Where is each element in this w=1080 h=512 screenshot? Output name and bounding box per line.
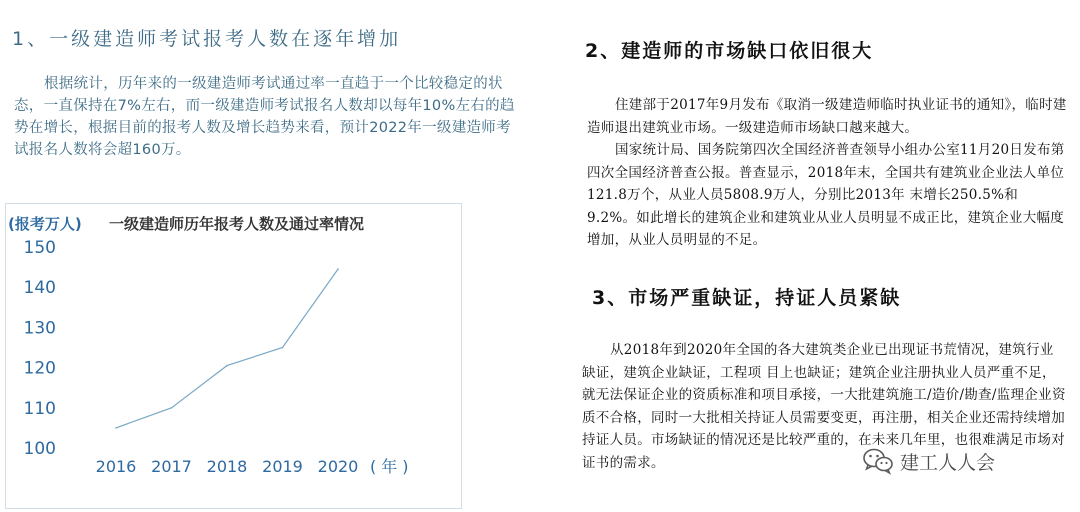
y-axis-ticks (24, 238, 56, 459)
x-tick-label: 2020 (317, 457, 359, 476)
wechat-icon (862, 447, 894, 475)
series-point (226, 365, 228, 367)
chart-title: 一级建造师历年报考人数及通过率情况 (109, 215, 365, 233)
series-point (282, 347, 284, 349)
watermark (862, 447, 995, 475)
series-group (115, 268, 339, 428)
chart-svg (6, 204, 461, 508)
x-axis-ticks (96, 457, 359, 476)
series-point (115, 427, 117, 429)
line-chart (5, 203, 462, 509)
right-panel (560, 0, 1080, 512)
y-tick-label: 130 (23, 318, 56, 339)
section2-title: 2、建造师的市场缺口依旧很大 (585, 40, 874, 62)
section1-title: 1、一级建造师考试报考人数在逐年增加 (12, 28, 402, 50)
y-tick-label: 110 (23, 398, 56, 419)
series-line (116, 269, 338, 428)
y-tick-label: 140 (23, 278, 56, 299)
series-point (171, 407, 173, 409)
x-tick-label: 2016 (95, 457, 137, 476)
y-tick-label: 120 (23, 358, 56, 379)
x-tick-label: 2017 (151, 457, 192, 476)
x-tick-label: 2018 (206, 457, 248, 476)
y-tick-label: 150 (23, 238, 56, 258)
series-point (337, 268, 339, 270)
section2-paragraph1: 住建部于2017年9月发布《取消一级建造师临时执业证书的通知》，临时建造师退出建筑业市场。一级建造师市场缺口越来越大。 (587, 97, 1067, 136)
x-tick-label: 2019 (262, 457, 303, 476)
section3-title: 3、市场严重缺证，持证人员紧缺 (592, 287, 902, 309)
y-tick-label: 100 (23, 439, 56, 459)
section2-paragraph2: 国家统计局、国务院第四次全国经济普查领导小组办公室11月20日发布第四次全国经济普查公报。普查显示，2018年末，全国共有建筑业企业法人单位121.8万个，从业人员5808.9万人，分别比2013年 末增长250.5%和9.2%。如此增长的建筑企业和建筑业从业人员明显不成正比，建筑企业大幅度增加，从业人员明显的不足。 (587, 142, 1065, 248)
watermark-text: 建工人人会 (900, 451, 996, 474)
chart-xlabel: (年) (370, 457, 414, 476)
chart-ylabel: (报考万人) (8, 215, 82, 233)
section3-paragraph: 从2018年到2020年全国的各大建筑类企业已出现证书荒情况，建筑行业缺证，建筑企业缺证，工程项 目上也缺证；建筑企业注册执业人员严重不足，就无法保证企业的资质标准和项目承接，一大批建筑施工/造价/勘查/监理企业资质不合格，同时一大批相关持证人员需要变更，再注册，相关企业还需持续增加持证人员。市场缺证的情况还是比较严重的，在未来几年里，也很难满足市场对证书的需求。 (582, 342, 1066, 471)
section1-paragraph: 根据统计，历年来的一级建造师考试通过率一直趋于一个比较稳定的状态，一直保持在7%左右，而一级建造师考试报名人数却以每年10%左右的趋势在增长，根据目前的报考人数及增长趋势来看，预计2022年一级建造师考试报名人数将会超160万。 (14, 76, 515, 158)
